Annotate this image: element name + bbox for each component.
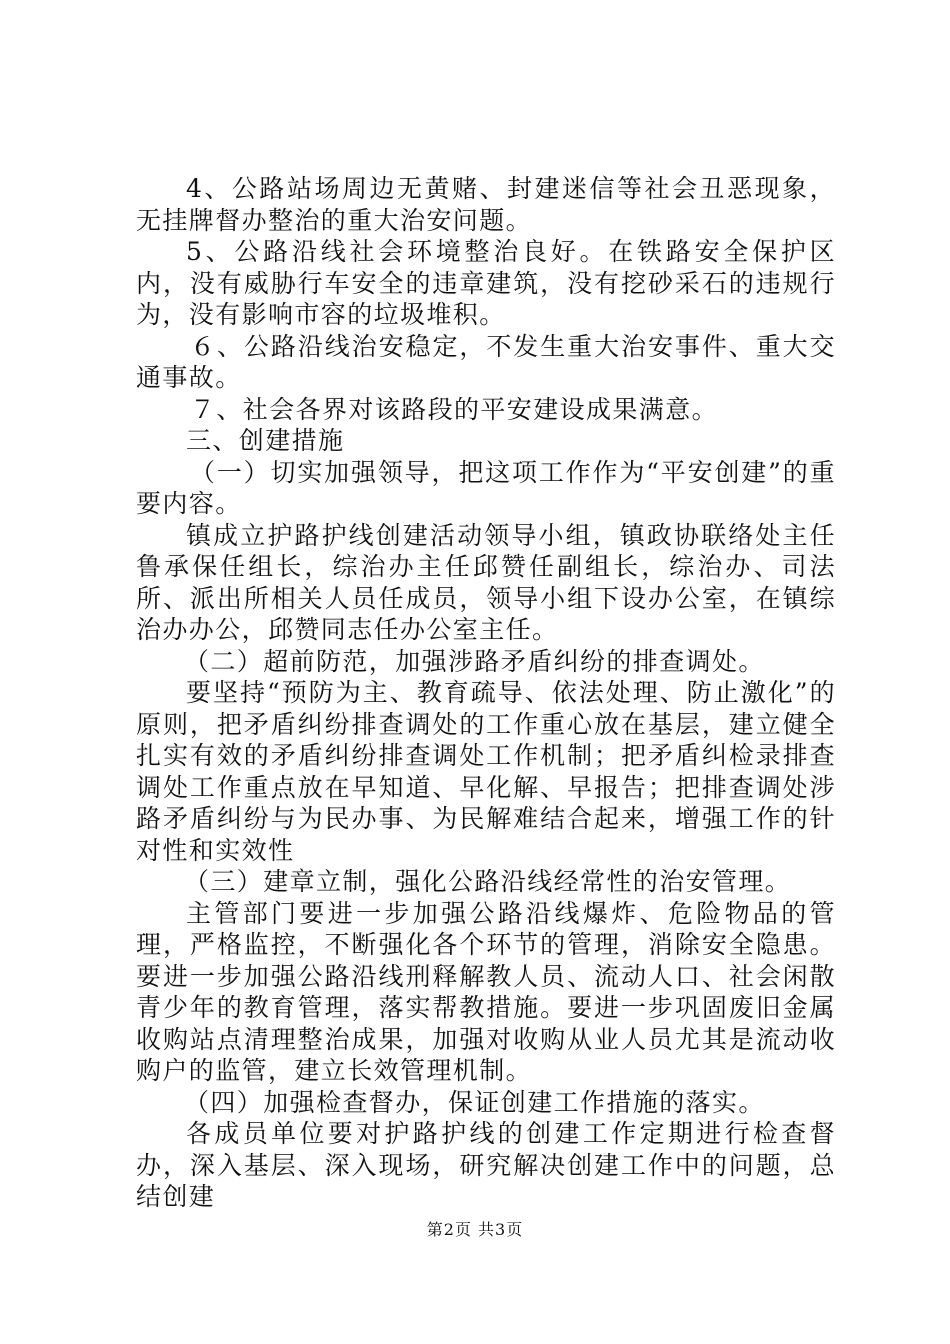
paragraph-leadership-group: 镇成立护路护线创建活动领导小组，镇政协联络处主任鲁承保任组长，综治办主任邱赞任副组长，综治办、司法所、派出所相关人员任成员，领导小组下设办公室，在镇综治办办公，邱赞同志任办公室主任。 [136, 520, 836, 644]
paragraph-item-5: 5、公路沿线社会环境整治良好。在铁路安全保护区内，没有威胁行车安全的违章建筑，没有挖砂采石的违规行为，没有影响市容的垃圾堆积。 [136, 237, 836, 329]
subheading-3: （三）建章立制，强化公路沿线经常性的治安管理。 [184, 867, 792, 896]
paragraph-item-6: ６、公路沿线治安稳定，不发生重大治安事件、重大交通事故。 [136, 331, 836, 392]
document-body [136, 173, 836, 1213]
paragraph-item-7: ７、社会各界对该路段的平安建设成果满意。 [190, 394, 719, 424]
paragraph-dispute-resolution: 要坚持“预防为主、教育疏导、依法处理、防止激化”的原则，把矛盾纠纷排查调处的工作重心放在基层，建立健全扎实有效的矛盾纠纷排查调处工作机制；把矛盾纠检录排查调处工作重点放在早知道、早化解、早报告；把排查调处涉路矛盾纠纷与为民办事、为民解难结合起来，增强工作的针对性和实效性 [136, 678, 836, 865]
subheading-2: （二）超前防范，加强涉路矛盾纠纷的排查调处。 [184, 646, 765, 676]
section-heading-measures: 三、创建措施 [186, 426, 345, 455]
paragraph-security-management: 主管部门要进一步加强公路沿线爆炸、危险物品的管理，严格监控，不断强化各个环节的管理，消除安全隐患。要进一步加强公路沿线刑释解教人员、流动人口、社会闲散青少年的教育管理，落实帮教措施。要进一步巩固废旧金属收购站点清理整治成果，加强对收购从业人员尤其是流动收购户的监管，建立长效管理机制。 [136, 898, 836, 1085]
paragraph-inspection: 各成员单位要对护路护线的创建工作定期进行检查督办，深入基层、深入现场，研究解决创建工作中的问题，总结创建 [136, 1119, 836, 1211]
paragraph-item-4: 4、公路站场周边无黄赌、封建迷信等社会丑恶现象，无挂牌督办整治的重大治安问题。 [136, 174, 836, 235]
page-number-footer: 第2页 共3页 [426, 1220, 524, 1239]
subheading-4: （四）加强检查督办，保证创建工作措施的落实。 [184, 1087, 765, 1117]
subheading-1: （一）切实加强领导，把这项工作作为“平安创建”的重要内容。 [136, 457, 836, 518]
